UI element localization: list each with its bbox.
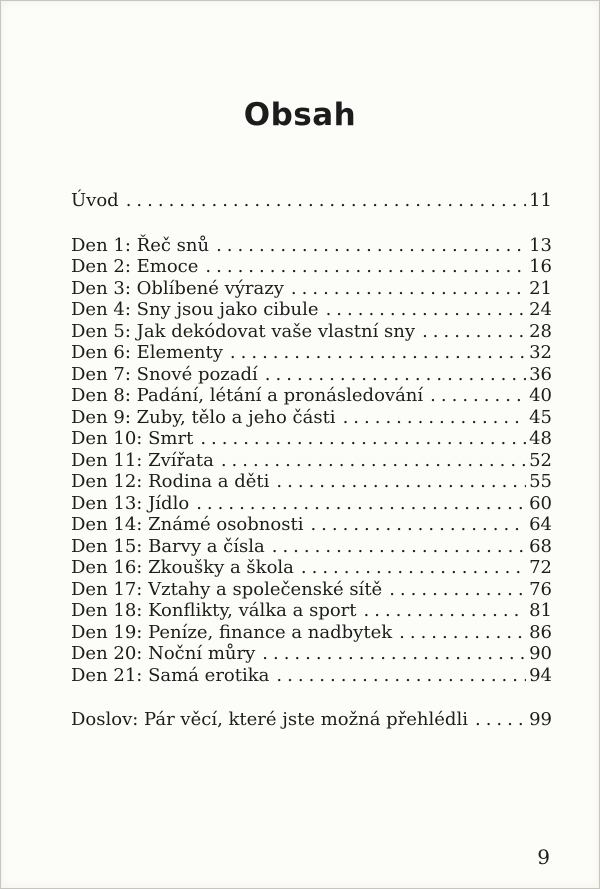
toc-entry-label: Den 5: Jak dekódovat vaše vlastní sny [71,320,416,342]
toc-entry-page: 90 [529,643,552,664]
dot-leader [262,643,526,665]
toc-entry [71,471,552,493]
toc-entry-page: 94 [529,664,552,686]
toc-entry-label: Den 2: Emoce [71,256,199,277]
toc-entry-page: 28 [529,320,552,342]
toc-entry [71,299,552,321]
toc-entry-label: Doslov: Pár věcí, které jste možná přehlédli [71,709,468,730]
dot-leader [364,600,526,622]
toc-entry-page: 45 [529,406,552,428]
dot-leader [126,190,526,212]
toc-entry [71,428,552,450]
toc-entry-page: 76 [529,578,552,600]
toc-list [71,190,552,731]
toc-entry-page: 81 [529,600,552,621]
toc-entry-page: 64 [529,514,552,535]
toc-entry [71,235,552,257]
toc-entry [71,190,552,212]
dot-leader [216,235,526,257]
toc-entry-label: Den 14: Známé osobnosti [71,514,304,535]
toc-entry [71,622,552,644]
toc-entry-page: 68 [529,535,552,557]
dot-leader [326,299,526,321]
toc-entry [71,600,552,622]
toc-entry [71,514,552,536]
toc-section-days [71,235,552,687]
toc-entry-label: Den 10: Smrt [71,428,194,449]
toc-entry-label: Úvod [71,190,119,211]
toc-entry-label: Den 18: Konflikty, válka a sport [71,600,357,621]
dot-leader [196,493,526,515]
dot-leader [230,342,526,364]
toc-entry-label: Den 8: Padání, létání a pronásledování [71,385,424,406]
toc-entry-page: 86 [529,621,552,643]
toc-entry [71,536,552,558]
toc-entry-page: 52 [529,449,552,471]
dot-leader [301,557,526,579]
dot-leader [276,665,526,687]
toc-entry [71,579,552,601]
toc-entry-label: Den 3: Oblíbené výrazy [71,277,284,299]
dot-leader [276,471,526,493]
toc-entry-page: 99 [529,709,552,730]
toc-entry-page: 21 [529,277,552,299]
dot-leader [343,407,526,429]
toc-entry-label: Den 16: Zkoušky a škola [71,557,294,578]
toc-entry [71,278,552,300]
toc-entry-label: Den 6: Elementy [71,342,223,363]
dot-leader [310,514,526,536]
dot-leader [430,385,526,407]
dot-leader [205,256,526,278]
toc-entry-page: 40 [529,385,552,406]
toc-entry [71,709,552,731]
toc-entry [71,342,552,364]
toc-entry [71,493,552,515]
toc-entry-label: Den 13: Jídlo [71,492,190,514]
toc-entry [71,665,552,687]
toc-entry-page: 32 [529,342,552,363]
toc-entry-page: 24 [529,299,552,320]
toc-entry [71,364,552,386]
toc-entry-page: 13 [529,234,552,256]
toc-entry [71,643,552,665]
toc-entry-label: Den 12: Rodina a děti [71,471,270,492]
toc-entry-label: Den 4: Sny jsou jako cibule [71,299,319,320]
toc-section-outro [71,709,552,731]
toc-entry [71,321,552,343]
dot-leader [389,579,526,601]
toc-entry-label: Den 21: Samá erotika [71,664,270,686]
toc-entry-label: Den 9: Zuby, tělo a jeho části [71,406,336,428]
toc-entry [71,450,552,472]
toc-entry [71,407,552,429]
toc-entry-page: 72 [529,557,552,578]
dot-leader [291,278,526,300]
toc-entry-label: Den 20: Noční můry [71,643,256,664]
dot-leader [399,622,526,644]
toc-entry-page: 48 [529,428,552,449]
toc-entry-page: 60 [529,492,552,514]
toc-entry [71,557,552,579]
dot-leader [221,450,526,472]
toc-entry-page: 36 [529,363,552,385]
page-title: Obsah [243,97,357,133]
dot-leader [475,709,526,731]
toc-entry-label: Den 17: Vztahy a společenské sítě [71,578,383,600]
toc-entry-label: Den 11: Zvířata [71,449,214,471]
toc-entry-label: Den 1: Řeč snů [71,234,210,256]
toc-entry-label: Den 7: Snové pozadí [71,363,258,385]
dot-leader [200,428,526,450]
toc-entry-page: 55 [529,471,552,492]
dot-leader [265,364,526,386]
page-number: 9 [537,845,550,869]
toc-entry-label: Den 19: Peníze, finance a nadbytek [71,621,393,643]
toc-entry-page: 16 [529,256,552,277]
toc-entry [71,256,552,278]
toc-entry-label: Den 15: Barvy a čísla [71,535,265,557]
toc-section-intro [71,190,552,212]
toc-entry [71,385,552,407]
toc-entry-page: 11 [529,190,552,211]
dot-leader [422,321,526,343]
dot-leader [272,536,526,558]
